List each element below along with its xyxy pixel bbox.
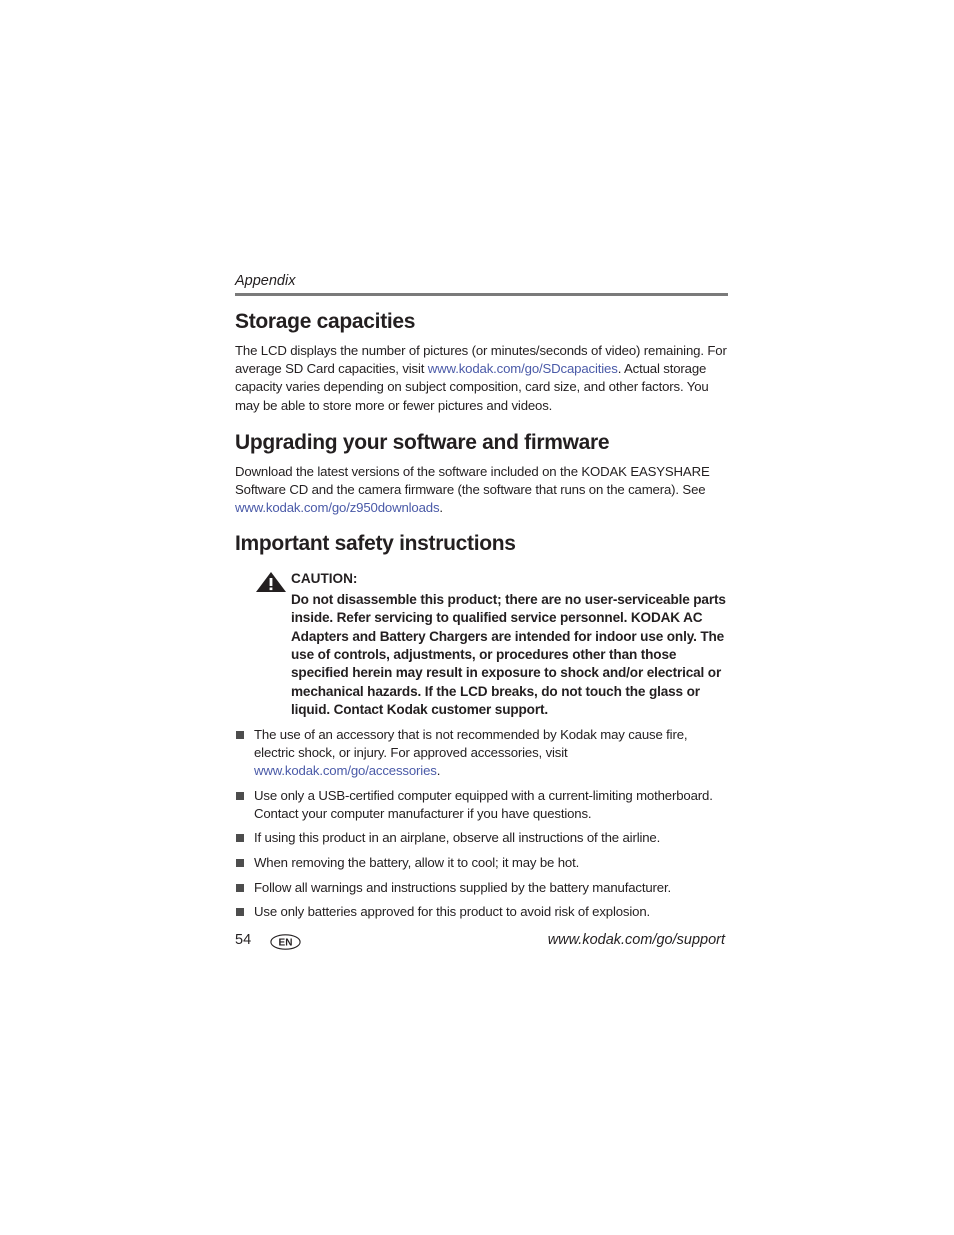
list-item (235, 829, 728, 847)
upgrading-paragraph (235, 463, 728, 518)
bullet-text: Use only batteries approved for this product to avoid risk of explosion. (254, 904, 651, 920)
square-bullet-icon (236, 859, 244, 867)
storage-paragraph (235, 342, 728, 415)
heading-safety: Important safety instructions (235, 532, 516, 556)
list-item (235, 726, 728, 781)
bullet-text-before: The use of an accessory that is not recommended by Kodak may cause fire, electric shock, or injury. For approved accessories, visit (254, 726, 688, 760)
square-bullet-icon (236, 792, 244, 800)
header-rule (235, 293, 728, 296)
storage-text-after: . Actual storage capacity varies depending on subject composition, card size, and other factors. You may be able to store more or fewer pictures and videos. (235, 361, 709, 413)
support-link[interactable]: www.kodak.com/go/support (547, 932, 725, 948)
page-number: 54 (235, 932, 252, 948)
list-item (235, 854, 728, 872)
language-badge-icon (270, 934, 301, 950)
bullet-text: If using this product in an airplane, observe all instructions of the airline. (254, 830, 661, 846)
accessories-link[interactable]: www.kodak.com/go/accessories (254, 763, 437, 779)
square-bullet-icon (236, 731, 244, 739)
storage-text-before: The LCD displays the number of pictures (or minutes/seconds of video) remaining. For average SD Card capacities, visit (235, 343, 727, 377)
heading-upgrading: Upgrading your software and firmware (235, 430, 610, 454)
bullet-text: Use only a USB-certified computer equipped with a current-limiting motherboard. Contact your computer manufacturer if you have questions. (254, 787, 713, 821)
bullet-text: When removing the battery, allow it to cool; it may be hot. (254, 855, 580, 871)
list-item (235, 787, 728, 823)
safety-bullet-list (235, 726, 728, 922)
list-item (235, 879, 728, 897)
running-head: Appendix (235, 273, 296, 289)
square-bullet-icon (236, 908, 244, 916)
z950downloads-link[interactable]: www.kodak.com/go/z950downloads (235, 500, 440, 516)
square-bullet-icon (236, 884, 244, 892)
bullet-text-after: . (436, 763, 441, 779)
upgrading-text-before: Download the latest versions of the software included on the KODAK EASYSHARE Software CD and the camera firmware (the software that runs on the camera). See (235, 463, 710, 498)
list-item (235, 903, 728, 921)
page-footer (235, 930, 725, 954)
caution-text: Do not disassemble this product; there are no user-serviceable parts inside. Refer servicing to qualified service personnel. KODAK AC Adapters and Battery Chargers are intended for indoor use only. The use of controls, adjustments, or procedures other than those specified herein may result in exposure to shock and/or electrical or mechanical hazards. If the LCD breaks, do not touch the glass or liquid. Contact Kodak customer support. (291, 591, 726, 718)
caution-block (291, 570, 728, 719)
heading-storage-capacities: Storage capacities (235, 310, 416, 333)
bullet-text: Follow all warnings and instructions supplied by the battery manufacturer. (254, 879, 671, 895)
upgrading-text-after: . (439, 500, 443, 516)
caution-title: CAUTION: (291, 571, 358, 587)
square-bullet-icon (236, 834, 244, 842)
sdcapacities-link[interactable]: www.kodak.com/go/SDcapacities (427, 361, 618, 377)
warning-triangle-icon (255, 571, 287, 593)
page-content (235, 270, 728, 928)
language-badge-label: EN (278, 937, 293, 949)
